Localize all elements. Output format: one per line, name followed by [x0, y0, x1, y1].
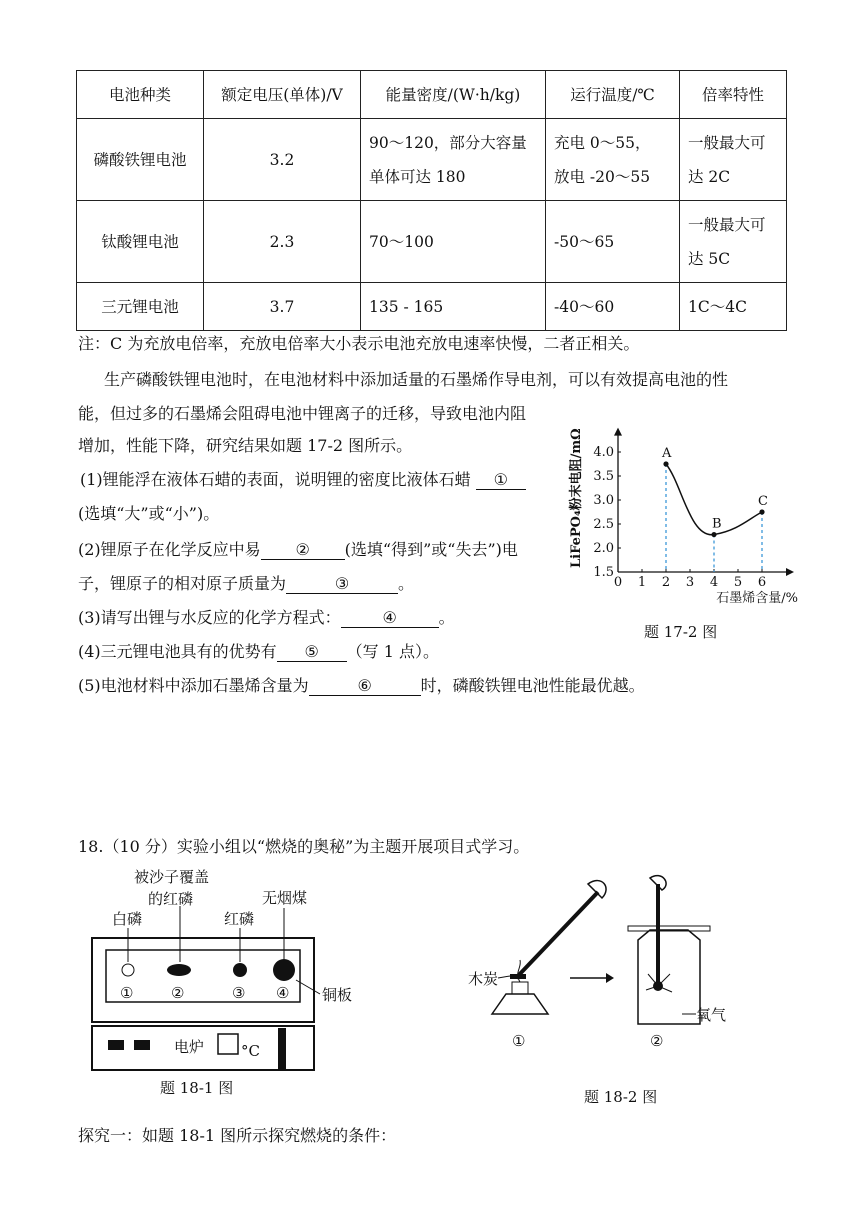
table-row	[77, 283, 787, 331]
x-tick-label: 5	[733, 575, 743, 590]
red-phosphorus-icon	[233, 963, 247, 977]
y-tick-label: 4.0	[593, 445, 614, 460]
table-note: 注：C 为充放电倍率，充放电倍率大小表示电池充放电速率快慢，二者正相关。	[78, 334, 640, 353]
table-cell: 3.7	[204, 283, 361, 331]
point-label-A: A	[662, 446, 672, 461]
svg-text:④: ④	[276, 984, 290, 1002]
table-cell: 一般最大可 达 2C	[680, 119, 787, 201]
table-header: 额定电压(单体)/V	[204, 71, 361, 119]
y-tick-label: 2.0	[593, 541, 614, 556]
table-row	[77, 201, 787, 283]
paragraph: 增加，性能下降，研究结果如题 17-2 图所示。	[78, 436, 413, 455]
point-label-B: B	[712, 516, 722, 532]
question-2: (2)锂原子在化学反应中易 ② (选填“得到”或“失去”)电	[78, 540, 518, 559]
svg-text:①: ①	[512, 1032, 526, 1050]
table-header: 倍率特性	[680, 71, 787, 119]
label-celsius: °C	[241, 1042, 260, 1060]
answer-blank-6[interactable]: ⑥	[309, 677, 421, 696]
answer-blank-3[interactable]: ③	[286, 575, 398, 594]
label-copper-plate: 铜板	[322, 986, 353, 1004]
chart-caption: 题 17-2 图	[644, 623, 718, 641]
y-tick-label: 1.5	[593, 565, 614, 580]
question-18-title: 18.（10 分）实验小组以“燃烧的奥秘”为主题开展项目式学习。	[78, 837, 530, 856]
figure-18-1-caption: 题 18-1 图	[160, 1079, 234, 1097]
table-header: 能量密度/(W·h/kg)	[361, 71, 546, 119]
svg-text:②: ②	[171, 984, 185, 1002]
y-tick-label: 3.5	[593, 469, 614, 484]
paragraph: 生产磷酸铁锂电池时，在电池材料中添加适量的石墨烯作导电剂，可以有效提高电池的性	[104, 370, 729, 389]
alcohol-lamp-icon	[492, 994, 548, 1014]
table-cell: 3.2	[204, 119, 361, 201]
table-cell: 2.3	[204, 201, 361, 283]
x-axis-label: 石墨烯含量/%	[716, 591, 798, 606]
x-tick-label: 4	[709, 575, 719, 590]
svg-text:①: ①	[120, 984, 134, 1002]
table-cell: 135 - 165	[361, 283, 546, 331]
y-axis-label: LiFePO₄粉末电阻/mΩ	[569, 428, 584, 568]
table-cell: 三元锂电池	[77, 283, 204, 331]
table-header: 电池种类	[77, 71, 204, 119]
gas-jar-icon	[638, 930, 700, 1024]
data-point-A	[663, 461, 668, 466]
white-phosphorus-icon	[122, 964, 134, 976]
x-tick-label: 1	[637, 575, 647, 590]
question-1: (1)锂能浮在液体石蜡的表面，说明锂的密度比液体石蜡 ①	[80, 470, 526, 490]
x-tick-label: 6	[757, 575, 767, 590]
table-cell: -40～60	[546, 283, 680, 331]
table-cell: -50～65	[546, 201, 680, 283]
anthracite-icon	[273, 959, 295, 981]
question-1-hint: (选填“大”或“小”)。	[78, 504, 220, 523]
label-anthracite: 无烟煤	[262, 889, 308, 907]
y-tick-label: 2.5	[593, 517, 614, 532]
label-covered-red-phosphorus-2: 的红磷	[148, 890, 194, 908]
label-red-phosphorus: 红磷	[224, 910, 255, 928]
table-cell: 1C～4C	[680, 283, 787, 331]
resistance-chart	[560, 426, 800, 616]
table-cell: 充电 0～55， 放电 -20～55	[546, 119, 680, 201]
table-header: 运行温度/℃	[546, 71, 680, 119]
question-4: (4)三元锂电池具有的优势有 ⑤ （写 1 点）。	[78, 642, 440, 661]
x-tick-label: 3	[685, 575, 695, 590]
y-axis-arrow	[614, 428, 622, 436]
tongs-icon	[516, 892, 598, 978]
sand-covered-red-phosphorus-icon	[167, 964, 191, 976]
question-2-cont: 子，锂原子的相对原子质量为 ③ 。	[78, 574, 415, 593]
data-point-B	[711, 532, 716, 537]
battery-table	[76, 70, 787, 331]
label-white-phosphorus: 白磷	[112, 910, 143, 928]
table-cell: 90～120，部分大容量 单体可达 180	[361, 119, 546, 201]
table-row	[77, 119, 787, 201]
svg-text:③: ③	[232, 984, 246, 1002]
table-header-row	[77, 71, 787, 119]
y-tick-label: 3.0	[593, 493, 614, 508]
table-cell: 钛酸锂电池	[77, 201, 204, 283]
x-tick-label: 2	[661, 575, 671, 590]
answer-blank-5[interactable]: ⑤	[277, 643, 347, 662]
x-axis-arrow	[786, 568, 794, 576]
table-cell: 70～100	[361, 201, 546, 283]
question-3: (3)请写出锂与水反应的化学方程式： ④ 。	[78, 608, 455, 627]
answer-blank-2[interactable]: ②	[261, 541, 345, 560]
x-tick-label: 0	[613, 575, 623, 590]
answer-blank-4[interactable]: ④	[341, 609, 439, 628]
label-oxygen: 氧气	[696, 1006, 727, 1024]
svg-text:②: ②	[650, 1032, 664, 1050]
data-point-C	[759, 509, 764, 514]
answer-blank-1[interactable]: ①	[476, 471, 526, 490]
label-covered-red-phosphorus: 被沙子覆盖	[134, 868, 210, 886]
label-stove: 电炉	[174, 1038, 205, 1056]
figure-18-2-caption: 题 18-2 图	[584, 1088, 658, 1106]
thermometer-display-icon	[218, 1034, 238, 1054]
table-cell: 一般最大可 达 5C	[680, 201, 787, 283]
figure-18-1	[90, 866, 390, 1076]
question-5: (5)电池材料中添加石墨烯含量为 ⑥ 时，磷酸铁锂电池性能最优越。	[78, 676, 645, 695]
paragraph: 能，但过多的石墨烯会阻碍电池中锂离子的迁移，导致电池内阻	[78, 404, 527, 423]
figure-18-2	[462, 874, 742, 1074]
label-charcoal: 木炭	[468, 970, 499, 988]
point-label-C: C	[758, 494, 768, 509]
table-cell: 磷酸铁锂电池	[77, 119, 204, 201]
explore-1: 探究一：如题 18-1 图所示探究燃烧的条件：	[78, 1126, 397, 1145]
